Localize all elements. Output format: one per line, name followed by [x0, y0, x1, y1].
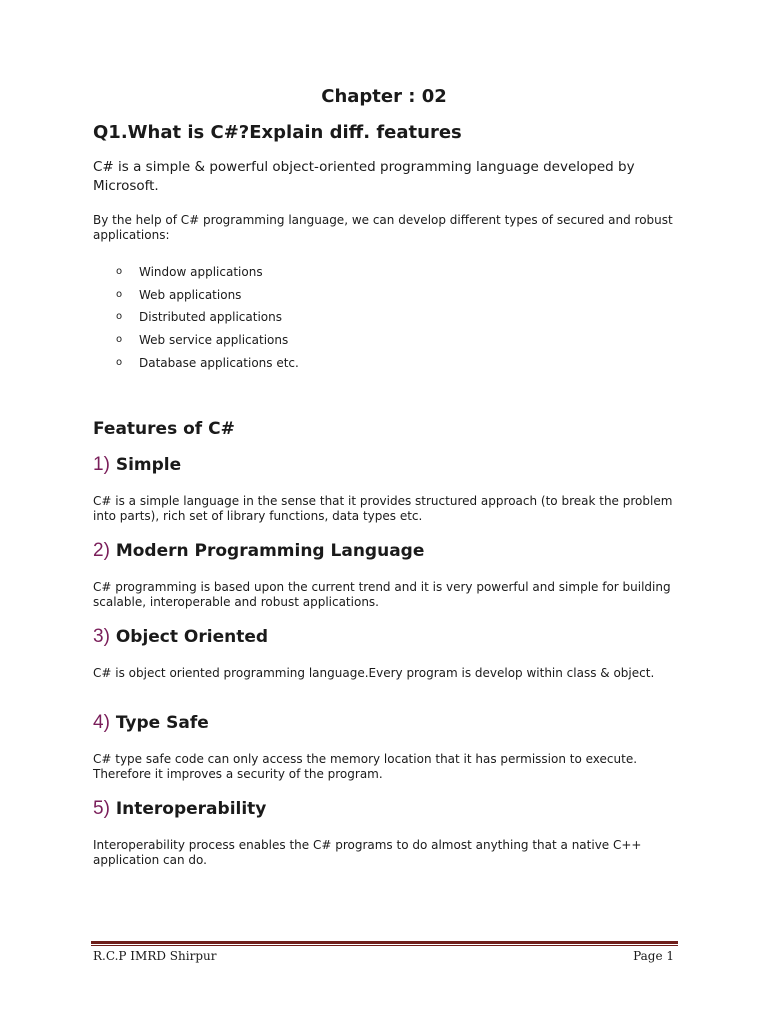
chapter-title: Chapter : 02 [321, 86, 447, 107]
feature-number: 2) [93, 540, 110, 561]
feature-body-object-oriented: C# is object oriented programming language.Every program is develop within class & object. [93, 666, 655, 680]
list-item-label: Window applications [139, 265, 263, 279]
list-item [0, 264, 768, 287]
list-item-label: Database applications etc. [139, 355, 299, 370]
feature-number: 1) [93, 454, 110, 475]
footer-institution: R.C.P IMRD Shirpur [93, 949, 217, 963]
feature-heading-type-safe [93, 711, 209, 735]
feature-heading-object-oriented [93, 625, 268, 649]
list-item-label: Distributed applications [139, 310, 282, 325]
applications-list [0, 264, 768, 377]
feature-body-modern: C# programming is based upon the current trend and it is very powerful and simple for building scalable, interoperable and robust applications. [93, 580, 671, 609]
help-paragraph: By the help of C# programming language, we can develop different types of secured and robust applications: [93, 213, 673, 242]
feature-body-interoperability: Interoperability process enables the C# programs to do almost anything that a native C++ application can do. [93, 838, 642, 867]
bullet-icon: o [116, 288, 123, 300]
bullet-icon: o [116, 311, 123, 323]
feature-title: Type Safe [115, 713, 209, 733]
feature-title: Modern Programming Language [115, 541, 425, 561]
list-item [0, 355, 768, 378]
page-number: Page 1 [633, 949, 674, 963]
footer-divider [91, 941, 678, 946]
feature-title: Interoperability [115, 799, 267, 819]
list-item-label: Web applications [139, 287, 242, 302]
list-item [0, 332, 768, 355]
bullet-icon: o [116, 356, 123, 368]
feature-body-type-safe: C# type safe code can only access the memory location that it has permission to execute. Therefore it improves a security of the program. [93, 752, 638, 781]
list-item [0, 309, 768, 332]
feature-heading-modern [93, 539, 424, 563]
feature-heading-simple [93, 453, 181, 477]
bullet-icon: o [116, 334, 123, 346]
feature-number: 5) [93, 798, 110, 819]
list-item [0, 287, 768, 310]
feature-number: 3) [93, 626, 110, 647]
bullet-icon: o [116, 266, 123, 277]
feature-number: 4) [93, 712, 110, 733]
features-heading: Features of C# [93, 419, 235, 439]
list-item-label: Web service applications [139, 333, 289, 348]
feature-body-simple: C# is a simple language in the sense that it provides structured approach (to break the problem into parts), rich set of library functions, data types etc. [93, 494, 673, 523]
feature-title: Object Oriented [115, 627, 269, 647]
question-heading: Q1.What is C#?Explain diff. features [93, 122, 462, 143]
feature-heading-interoperability [93, 797, 266, 821]
feature-title: Simple [115, 455, 182, 475]
intro-paragraph: C# is a simple & powerful object-oriented programming language developed by Microsoft. [93, 159, 635, 194]
